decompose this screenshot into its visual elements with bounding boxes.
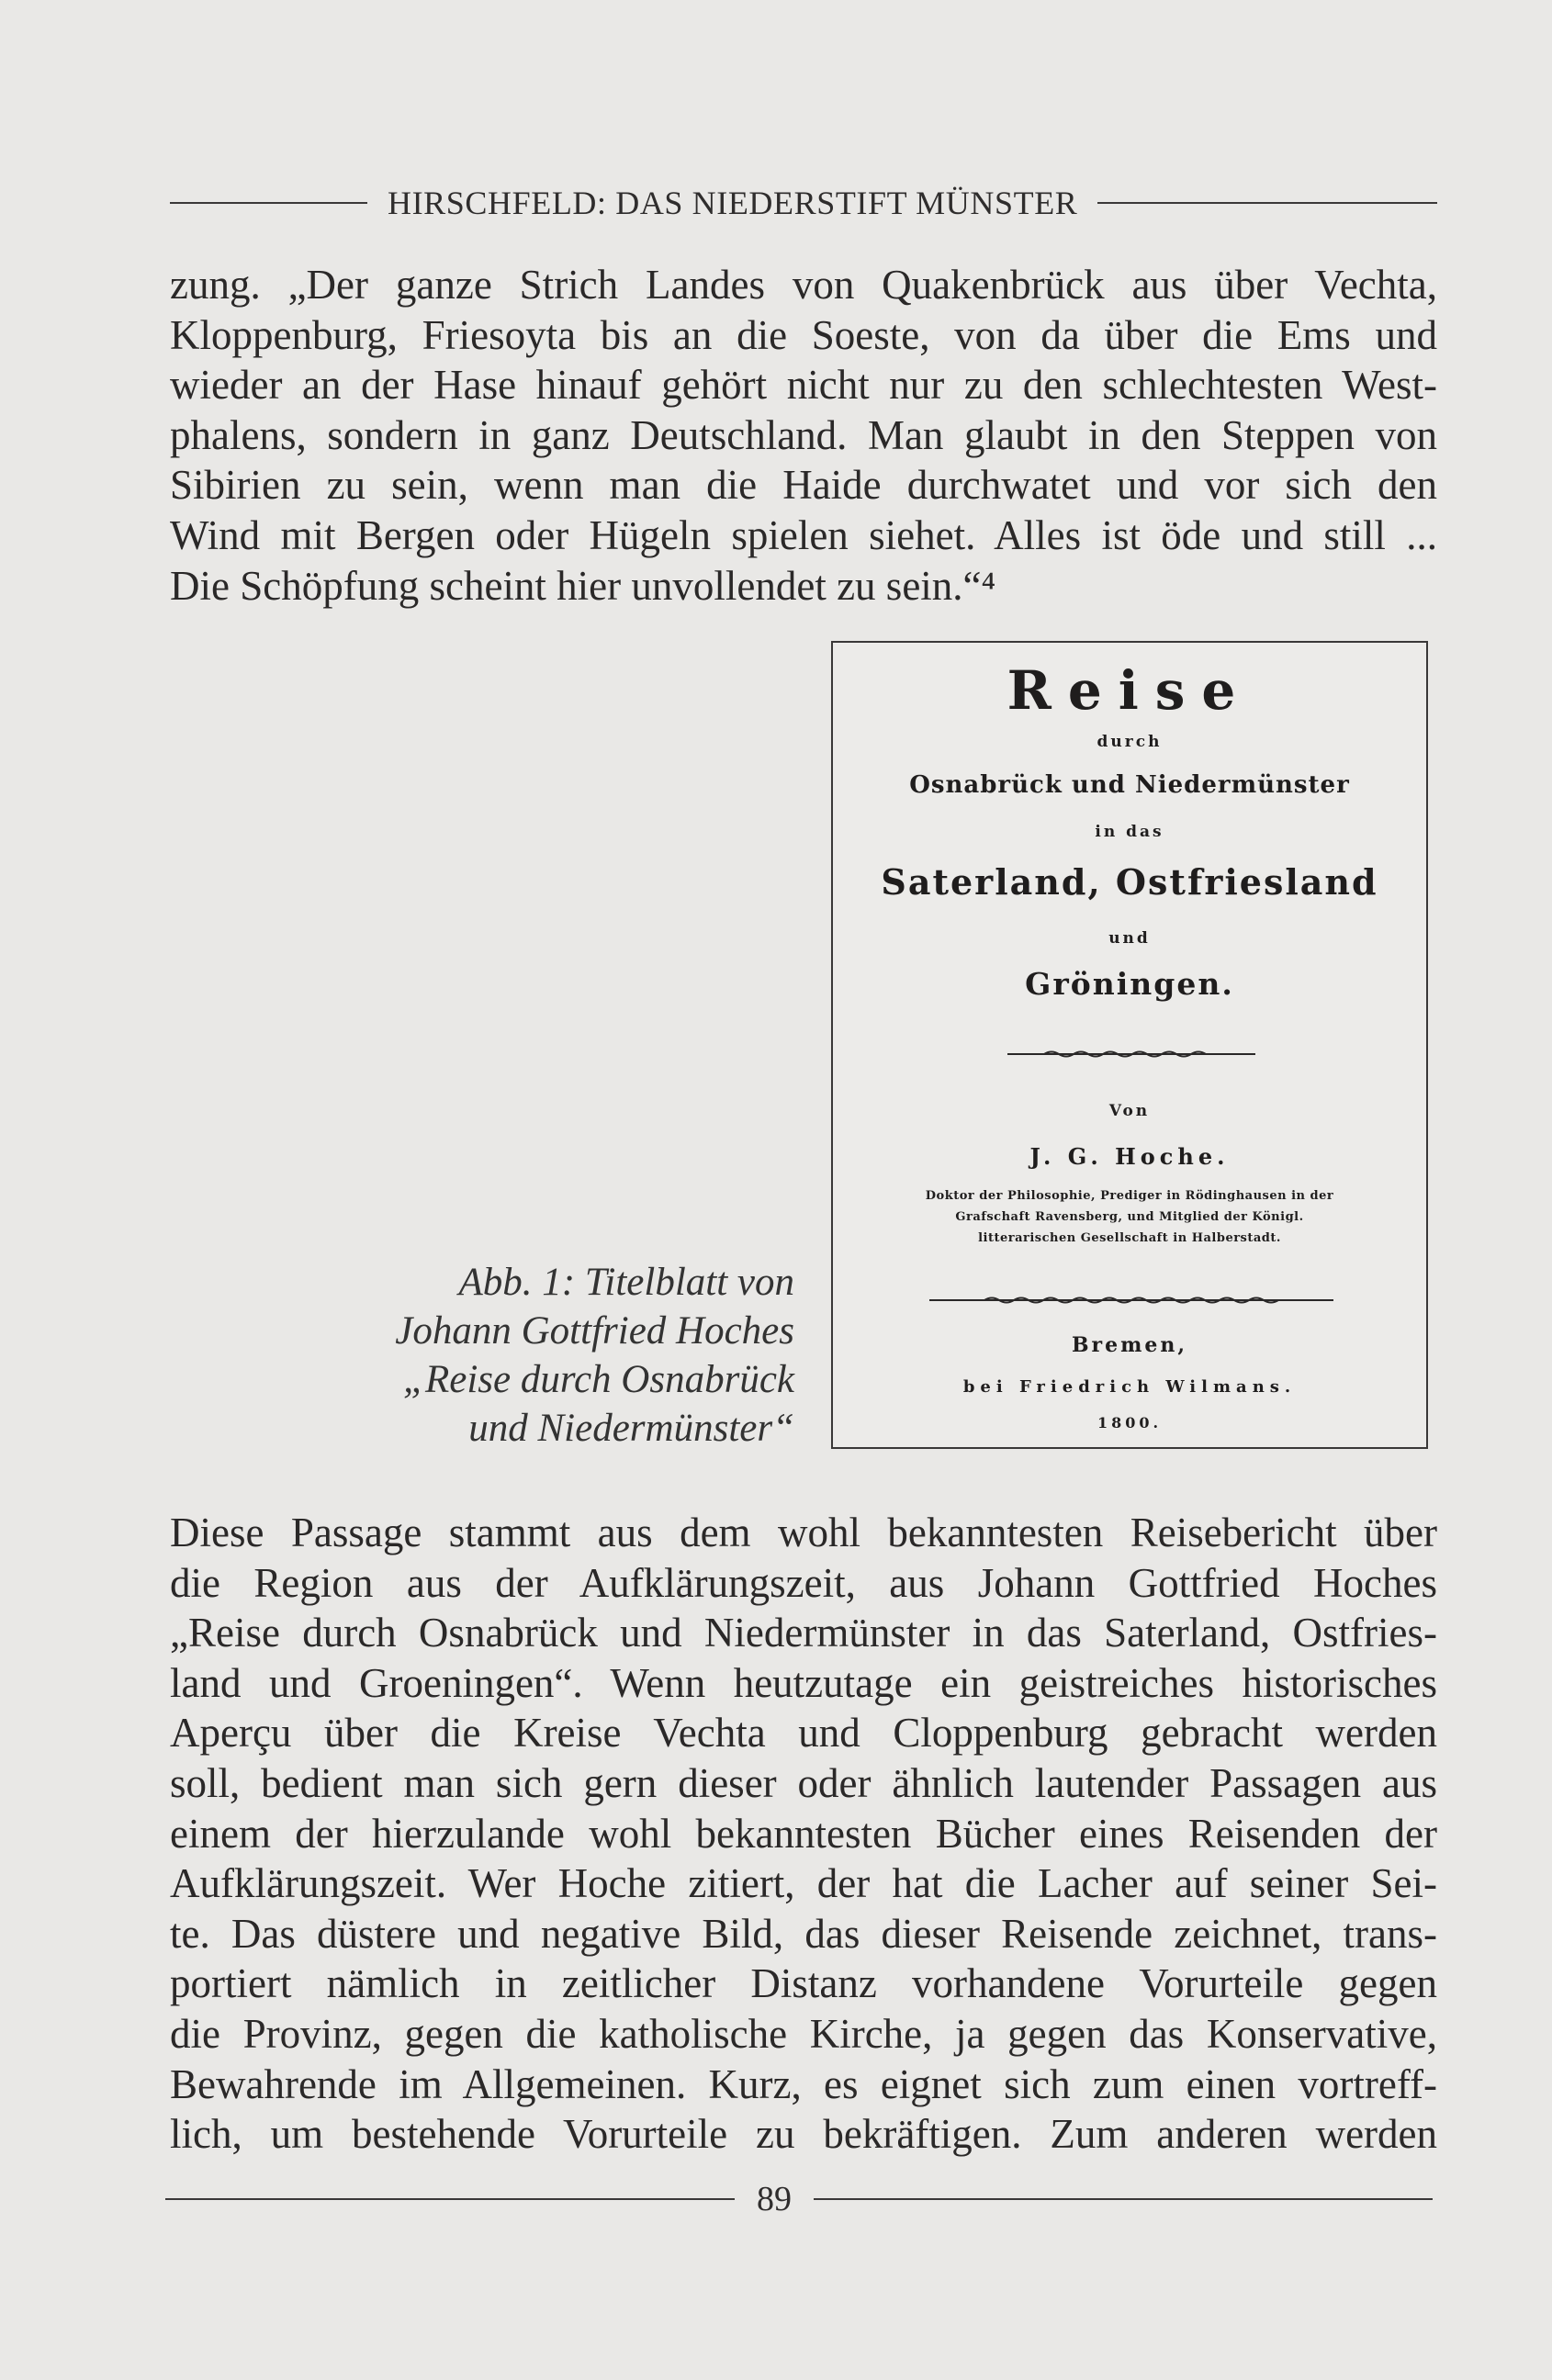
title-page-title: Reise [1007,659,1253,722]
title-page-year: 1800. [1097,1414,1163,1431]
text-line: portiert nämlich in zeitlicher Distanz vorhandene Vorurteile gegen [170,1960,1437,2007]
text-line: die Provinz, gegen die katholische Kirche, ja gegen das Konservative, [170,2010,1437,2057]
text-line: Aperçu über die Kreise Vechta und Cloppenburg gebracht werden [170,1710,1437,1757]
credential-line: Grafschaft Ravensberg, und Mitglied der Königl. [955,1210,1304,1224]
text-line: land und Groeningen“. Wenn heutzutage ein geistreiches historisches [170,1659,1437,1706]
running-title: HIRSCHFELD: DAS NIEDERSTIFT MÜNSTER [388,185,1078,221]
header-rule-left [170,202,367,204]
text-line: Die Schöpfung scheint hier unvollendet zu sein.“⁴ [170,562,996,609]
title-page-place1: Osnabrück und Niedermünster [909,771,1350,799]
title-page-publisher: bei Friedrich Wilmans. [962,1377,1297,1397]
caption-line: Johann Gottfried Hoches [395,1309,794,1353]
text-line: Aufklärungszeit. Wer Hoche zitiert, der hat die Lacher auf seiner Sei- [170,1860,1437,1907]
text-line: „Reise durch Osnabrück und Niedermünster in das Saterland, Ostfries- [170,1610,1437,1656]
title-page-figure [831,641,1428,1449]
text-line: Bewahrende im Allgemeinen. Kurz, es eignet sich zum einen vortreff- [170,2060,1437,2107]
ornament-rule-bottom [929,1295,1333,1306]
title-page-author: J. G. Hoche. [1029,1143,1230,1170]
ornament-rule-top [1007,1049,1255,1060]
running-header [170,180,1437,226]
top-paragraph [170,260,1437,611]
page-footer [165,2178,1433,2220]
figure-caption [303,1258,794,1453]
caption-line: Abb. 1: Titelblatt von [458,1261,794,1304]
text-line: Kloppenburg, Friesoyta bis an die Soeste, von da über die Ems und [170,311,1437,358]
text-line: phalens, sondern in ganz Deutschland. Man glaubt in den Steppen von [170,411,1437,458]
bottom-paragraph [170,1508,1437,2160]
text-line: Sibirien zu sein, wenn man die Haide durchwatet und vor sich den [170,462,1437,509]
text-line: te. Das düstere und negative Bild, das dieser Reisende zeichnet, trans- [170,1910,1437,1957]
text-line: soll, bedient man sich gern dieser oder ähnlich lautender Passagen aus [170,1759,1437,1806]
text-line: zung. „Der ganze Strich Landes von Quakenbrück aus über Vechta, [170,262,1437,308]
title-page-und: und [1108,929,1151,948]
text-line: wieder an der Hase hinauf gehört nicht nur zu den schlechtesten West- [170,362,1437,409]
credential-line: litterarischen Gesellschaft in Halberstadt. [978,1231,1281,1245]
text-line: Diese Passage stammt aus dem wohl bekanntesten Reisebericht über [170,1510,1437,1555]
text-line: lich, um bestehende Vorurteile zu bekräftigen. Zum anderen werden [170,2111,1437,2158]
footer-rule-right [814,2198,1433,2200]
title-page-city: Bremen, [1071,1333,1188,1357]
title-page-in-das: in das [1095,823,1164,841]
text-line: die Region aus der Aufklärungszeit, aus Johann Gottfried Hoches [170,1559,1437,1606]
caption-line: und Niedermünster“ [468,1407,794,1450]
page-number: 89 [757,2180,792,2218]
title-page-durch: durch [1097,733,1163,751]
caption-line: „Reise durch Osnabrück [403,1358,794,1401]
credential-line: Doktor der Philosophie, Prediger in Rödinghausen in der [925,1189,1334,1203]
footer-rule-left [165,2198,735,2200]
text-line: einem der hierzulande wohl bekanntesten Bücher eines Reisenden der [170,1810,1437,1857]
title-page-place3: Gröningen. [1025,966,1234,1002]
text-line: Wind mit Bergen oder Hügeln spielen siehet. Alles ist öde und still ... [170,511,1437,558]
title-page-von: Von [1108,1102,1151,1120]
header-rule-right [1097,202,1437,204]
title-page-place2: Saterland, Ostfriesland [881,861,1378,903]
